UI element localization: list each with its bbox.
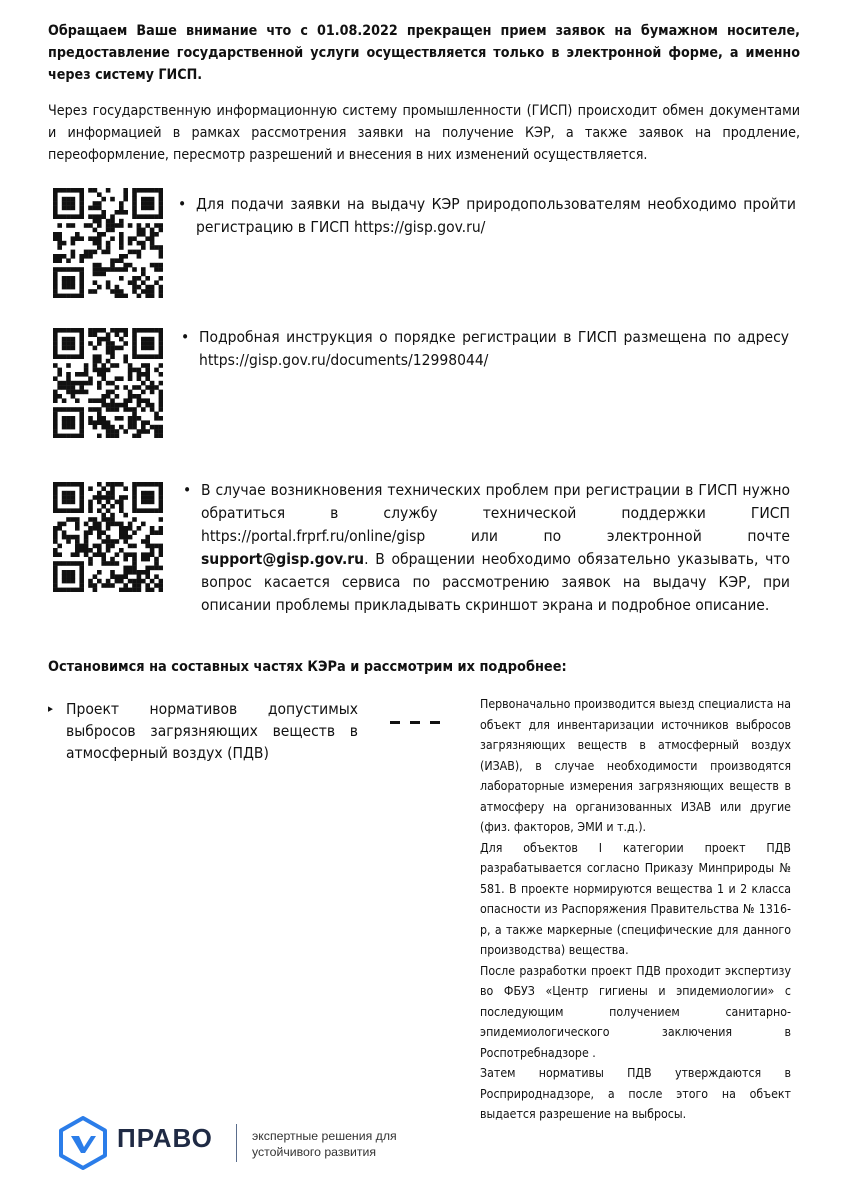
- qr-code-registration: [53, 188, 163, 298]
- qr-code-support: [53, 482, 163, 592]
- tagline-line: устойчивого развития: [252, 1145, 377, 1159]
- triangle-bullet-icon: ▸: [48, 702, 53, 715]
- registration-text: Для подачи заявки на выдачу КЭР природопользователям необходимо пройти регистрацию в ГИСП https://gisp.gov.ru/: [196, 195, 796, 236]
- dash-connector: [390, 720, 446, 726]
- details-paragraph: Для объектов I категории проект ПДВ разрабатывается согласно Приказу Минприроды № 581. В проекте нормируются вещества 1 и 2 класса опасности из Распоряжения Правительства № 1316-р, а также маркерные (специфические для данного производства) вещества.: [480, 840, 791, 957]
- component-title: Проект нормативов допустимых выбросов загрязняющих веществ в атмосферный воздух (ПДВ): [66, 700, 358, 762]
- tagline-line: экспертные решения для: [252, 1129, 397, 1143]
- component-pdv: [48, 698, 358, 764]
- logo-brand: ПРАВО: [117, 1123, 213, 1153]
- bullet-dot: •: [181, 328, 190, 346]
- bullet-instruction: [181, 326, 789, 372]
- bullet-registration: [178, 193, 796, 239]
- details-paragraph: Первоначально производится выезд специалиста на объект для инвентаризации источников выбросов загрязняющих веществ в атмосферный воздух (ИЗАВ), в случае необходимости производятся лабораторные измерения загрязняющих веществ в атмосферу на организованных ИЗАВ или другие (физ. факторов, ЭМИ и т.д.).: [480, 697, 791, 834]
- section-heading: Остановимся на составных частях КЭРа и рассмотрим их подробнее:: [48, 659, 567, 675]
- support-text-before: В случае возникновения технических проблем при регистрации в ГИСП нужно обратиться в службу технической поддержки ГИСП https://portal.frprf.ru/online/gisp или по электронной почте: [201, 481, 790, 545]
- intro-paragraph: Через государственную информационную систему промышленности (ГИСП) происходит обмен документами и информацией в рамках рассмотрения заявки на получение КЭР, а также заявок на продление, переоформление, пересмотр разрешений и внесения в них изменений осуществляется.: [48, 103, 800, 163]
- details-paragraph: Затем нормативы ПДВ утверждаются в Росприроднадзоре, а после этого на объект выдается разрешение на выбросы.: [480, 1066, 791, 1121]
- notice-paragraph: Обращаем Ваше внимание что с 01.08.2022 прекращен прием заявок на бумажном носителе, предоставление государственной услуги осуществляется только в электронной форме, а именно через систему ГИСП.: [48, 23, 800, 83]
- support-email[interactable]: support@gisp.gov.ru: [201, 550, 365, 568]
- bullet-support: [183, 479, 790, 617]
- instruction-text: Подробная инструкция о порядке регистрации в ГИСП размещена по адресу https://gisp.gov.ru/documents/12998044/: [199, 328, 789, 369]
- logo-divider: [236, 1124, 237, 1162]
- support-text-after: . В обращении необходимо обязательно указывать, что вопрос касается сервиса по рассмотрению заявок на выдачу КЭР, при описании проблемы прикладывать скриншот экрана и подробное описание.: [201, 550, 790, 614]
- qr-code-instruction: [53, 328, 163, 438]
- pdv-details: [480, 694, 791, 1125]
- pravo-logo-icon: [58, 1116, 108, 1170]
- bullet-dot: •: [178, 195, 187, 213]
- logo-tagline: [252, 1128, 397, 1160]
- bullet-dot: •: [183, 481, 192, 499]
- details-paragraph: После разработки проект ПДВ проходит экспертизу во ФБУЗ «Центр гигиены и эпидемиологии» с последующим получением санитарно-эпидемиологического заключения в Роспотребнадзоре .: [480, 963, 791, 1060]
